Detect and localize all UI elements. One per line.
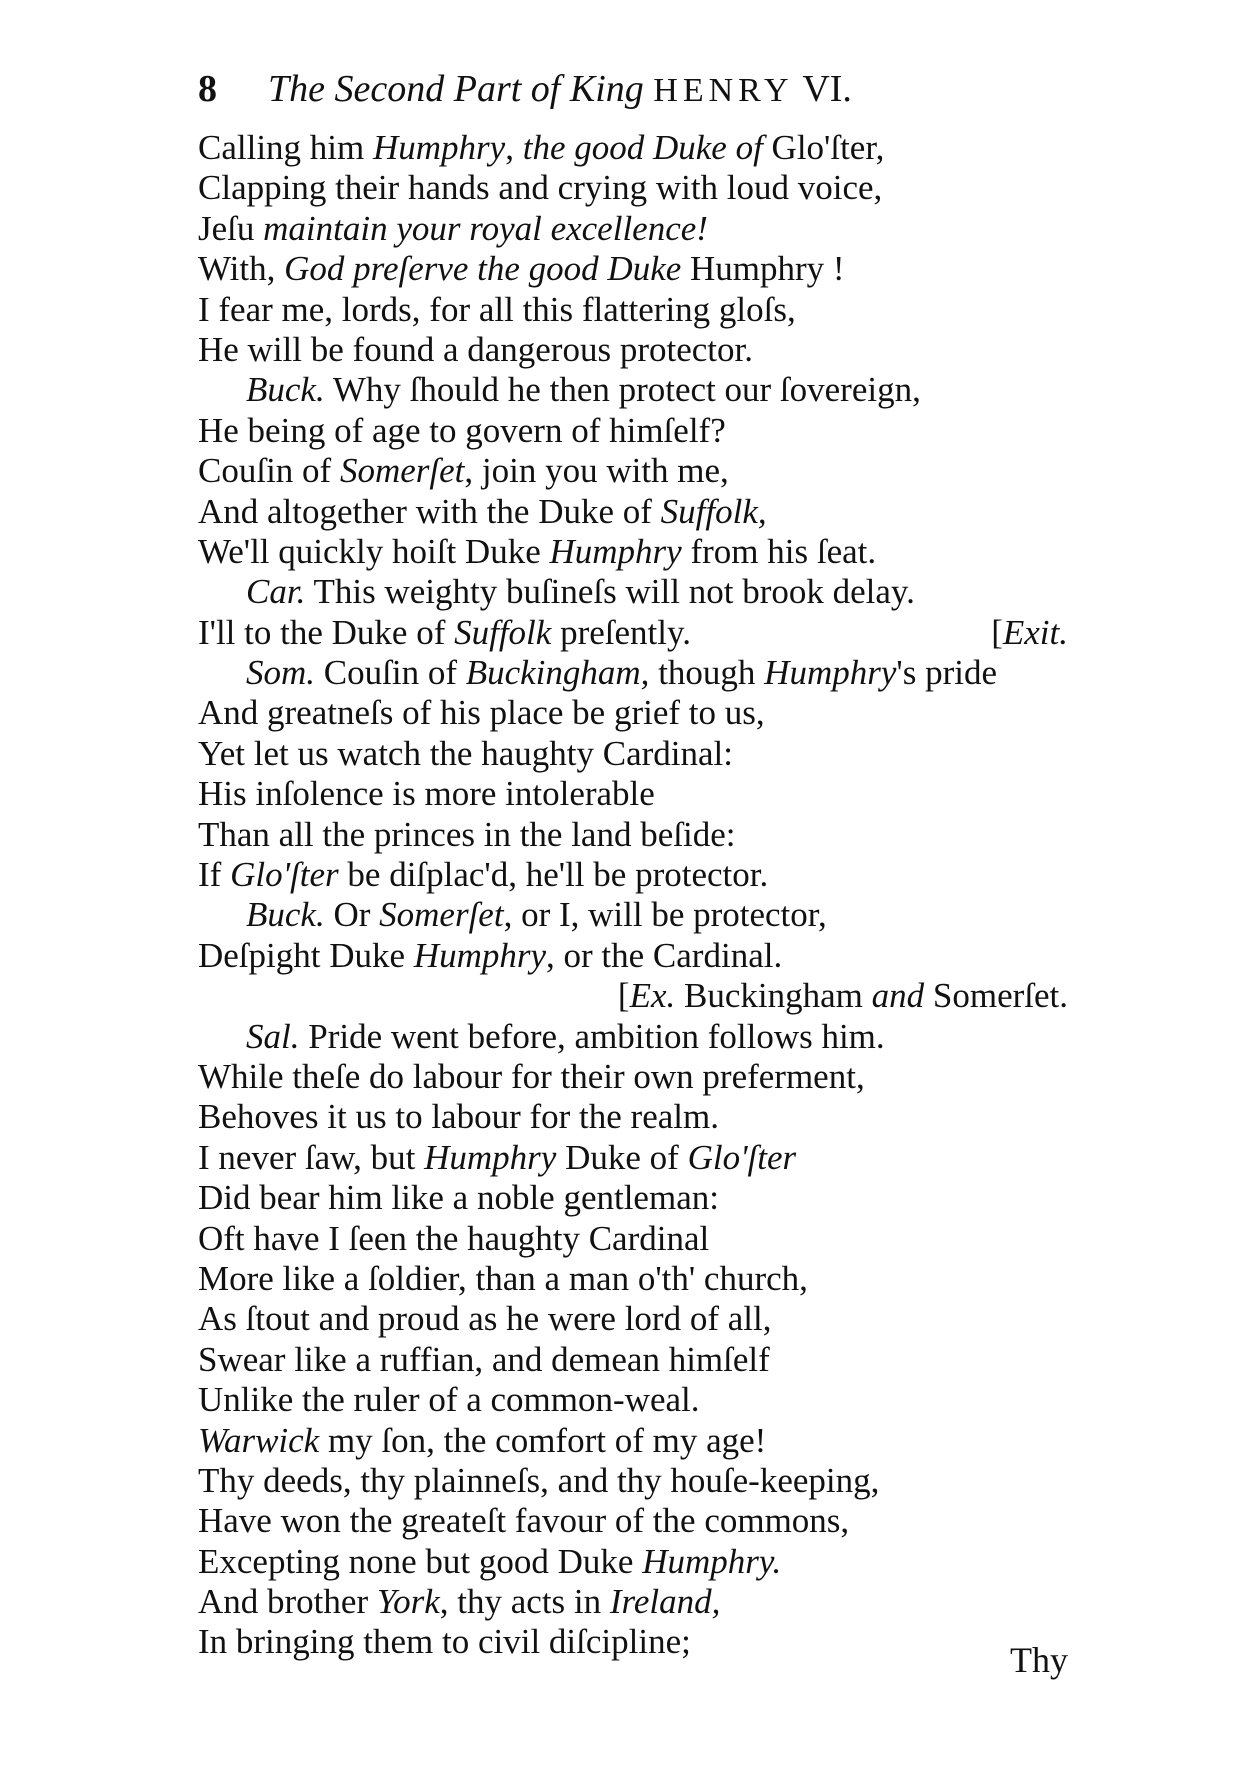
italic-text: Somerſet xyxy=(339,451,465,491)
text-run: More like a ſoldier, than a man o'th' church, xyxy=(198,1258,808,1298)
italic-text: Glo'ſter xyxy=(687,1137,797,1177)
text-run: Buckingham xyxy=(675,976,872,1016)
text-run: , thy acts in xyxy=(439,1582,610,1622)
text-run: Or xyxy=(324,895,380,935)
verse-line xyxy=(198,451,1078,491)
italic-text: Sal. xyxy=(246,1016,300,1056)
verse-line xyxy=(198,209,1078,249)
italic-text: Humphry xyxy=(764,653,897,693)
text-run: , xyxy=(505,128,523,167)
italic-text: Buck. xyxy=(246,370,325,410)
text-run: Why ſhould he then protect our ſovereign, xyxy=(324,370,921,410)
italic-text: Buckingham, xyxy=(465,653,650,693)
text-run: my ſon, the comfort of my age! xyxy=(319,1420,767,1460)
text-run: Unlike the ruler of a common-weal. xyxy=(198,1380,700,1420)
text-run: [ xyxy=(991,612,1003,652)
verse-line xyxy=(198,1057,1078,1097)
italic-text: Som. xyxy=(246,653,316,693)
speech-start-line xyxy=(198,572,1078,612)
italic-text: Somerſet xyxy=(379,895,504,935)
text-run: Behoves it us to labour for the realm. xyxy=(198,1097,719,1137)
italic-text: Humphry xyxy=(424,1137,557,1177)
verse-line xyxy=(198,1097,1078,1137)
italic-text: Ex. xyxy=(629,976,676,1016)
text-run: And brother xyxy=(198,1582,377,1622)
text-run: Pride went before, ambition follows him. xyxy=(299,1016,885,1056)
text-run: Oft have I ſeen the haughty Cardinal xyxy=(198,1218,710,1258)
verse-line xyxy=(198,1542,1078,1582)
italic-text: Ireland, xyxy=(609,1582,721,1622)
text-run: I never ſaw, but xyxy=(198,1137,425,1177)
verse-line xyxy=(198,168,1078,208)
verse-line xyxy=(198,693,1078,733)
text-run: 's pride xyxy=(896,653,997,693)
verse-line xyxy=(198,290,1078,330)
running-title-name: HENRY xyxy=(653,72,794,109)
text-run: Than all the princes in the land beſide: xyxy=(198,814,736,854)
text-run: Did bear him like a noble gentleman: xyxy=(198,1178,719,1218)
verse-line xyxy=(198,532,1078,572)
text-run: Deſpight Duke xyxy=(198,935,414,975)
speech-start-line xyxy=(198,653,1078,693)
text-run: , or the Cardinal. xyxy=(546,935,783,975)
text-run: Couſin of xyxy=(315,653,466,693)
text-run: be diſplac'd, he'll be protector. xyxy=(338,855,769,895)
text-run: Duke of xyxy=(556,1137,688,1177)
italic-text: York xyxy=(376,1582,440,1622)
italic-text: Car. xyxy=(246,572,306,612)
text-run: He will be found a dangerous protector. xyxy=(198,329,753,369)
italic-text: Humphry xyxy=(549,531,682,571)
verse-line xyxy=(198,411,1078,451)
italic-text: maintain your royal excellence! xyxy=(263,208,708,248)
verse-line xyxy=(198,1340,1078,1380)
italic-text: Suffolk, xyxy=(660,491,767,531)
verse-line xyxy=(198,128,1078,168)
italic-text: Warwick xyxy=(198,1420,320,1460)
page-number: 8 xyxy=(198,68,217,110)
speech-start-line xyxy=(198,895,1078,935)
verse-line xyxy=(198,815,1078,855)
text-run: I'll to the Duke of xyxy=(198,612,455,652)
verse-text xyxy=(198,128,1078,1663)
text-run: And greatneſs of his place be grief to us, xyxy=(198,693,765,733)
text-run: If xyxy=(198,855,231,895)
text-run: [ xyxy=(617,976,630,1016)
verse-line xyxy=(198,1622,1078,1662)
text-run: His inſolence is more intolerable xyxy=(198,774,655,814)
verse-line xyxy=(198,774,1078,814)
verse-line xyxy=(198,1461,1078,1501)
text-run: He being of age to govern of himſelf? xyxy=(198,410,726,450)
text-run: Somerſet. xyxy=(924,976,1068,1016)
verse-line xyxy=(198,1501,1078,1541)
running-header xyxy=(198,66,852,114)
text-run: preſently. xyxy=(551,612,691,652)
text-run: In bringing them to civil diſcipline; xyxy=(198,1622,691,1662)
text-run: , or I, will be protector, xyxy=(503,895,827,935)
text-run: Swear like a ruffian, and demean himſelf xyxy=(198,1339,770,1379)
text-run: As ſtout and proud as he were lord of all, xyxy=(198,1299,772,1339)
verse-line xyxy=(198,1421,1078,1461)
exit-direction xyxy=(991,613,1068,653)
text-run: While theſe do labour for their own preferment, xyxy=(198,1056,865,1096)
text-run: With, xyxy=(198,249,285,289)
text-run: And altogether with the Duke of xyxy=(198,491,661,531)
text-run: Humphry ! xyxy=(681,249,845,289)
verse-line xyxy=(198,1299,1078,1339)
text-run: from his ſeat. xyxy=(681,531,877,571)
italic-text: Buck. xyxy=(246,895,325,935)
italic-text: Suffolk xyxy=(454,612,552,652)
text-run: though xyxy=(649,653,765,693)
italic-text: God preſerve the good Duke xyxy=(284,249,682,289)
verse-line xyxy=(198,1178,1078,1218)
verse-line xyxy=(198,330,1078,370)
text-run: Clapping their hands and crying with loud voice, xyxy=(198,168,883,208)
italic-text: Exit. xyxy=(1002,612,1068,652)
text-run: We'll quickly hoiſt Duke xyxy=(198,531,550,571)
verse-line xyxy=(198,936,1078,976)
verse-line xyxy=(198,734,1078,774)
text-run: Calling him xyxy=(198,128,373,167)
italic-text: Humphry xyxy=(413,935,547,975)
text-run: I fear me, lords, for all this flattering gloſs, xyxy=(198,289,796,329)
text-run: Have won the greateſt favour of the commons, xyxy=(198,1501,850,1541)
catchword: Thy xyxy=(1010,1640,1068,1680)
verse-line xyxy=(198,613,1078,653)
verse-line xyxy=(198,1219,1078,1259)
italic-text: Humphry xyxy=(373,128,506,167)
italic-text: the good Duke of xyxy=(522,128,763,167)
text-run: Excepting none but good Duke xyxy=(198,1541,643,1581)
verse-line xyxy=(198,1582,1078,1622)
verse-line xyxy=(198,855,1078,895)
running-title-numeral: VI. xyxy=(802,68,852,110)
running-title: The Second Part of King xyxy=(268,68,644,110)
text-run: Yet let us watch the haughty Cardinal: xyxy=(198,733,733,773)
text-run: Couſin of xyxy=(198,451,340,491)
italic-text: and xyxy=(871,976,925,1016)
verse-line xyxy=(198,249,1078,289)
text-run: This weighty buſineſs will not brook delay. xyxy=(305,572,915,612)
verse-line xyxy=(198,1380,1078,1420)
italic-text: Glo'ſter xyxy=(230,855,339,895)
text-run: Jeſu xyxy=(198,208,264,248)
verse-line xyxy=(198,1259,1078,1299)
italic-text: Humphry. xyxy=(642,1541,782,1581)
text-run: , join you with me, xyxy=(464,451,729,491)
speech-start-line xyxy=(198,370,1078,410)
text-run: Glo'ſter, xyxy=(762,128,885,167)
speech-start-line xyxy=(198,1017,1078,1057)
verse-line xyxy=(198,1138,1078,1178)
verse-line xyxy=(198,492,1078,532)
text-run: Thy deeds, thy plainneſs, and thy houſe-keeping, xyxy=(198,1460,880,1500)
stage-direction xyxy=(198,976,1078,1016)
